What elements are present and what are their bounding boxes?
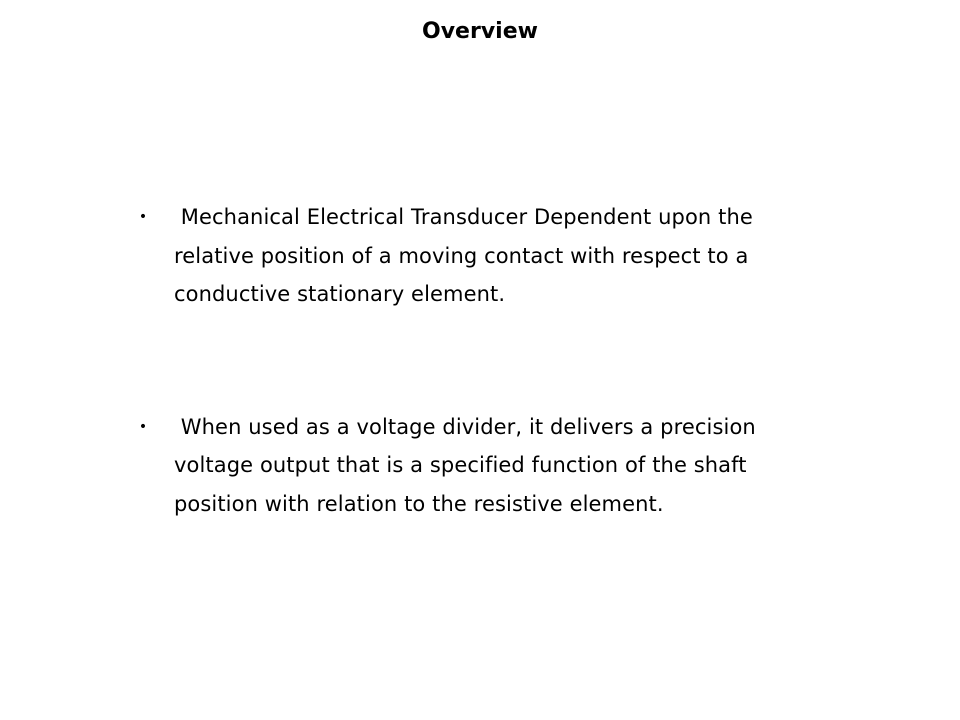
bullet-icon: • xyxy=(138,418,148,435)
bullet-text: When used as a voltage divider, it delivers a precision voltage output that is a specified function of the shaft position with relation to the resistive element. xyxy=(174,414,763,516)
bullet-item xyxy=(136,408,836,524)
bullet-text: Mechanical Electrical Transducer Dependent upon the relative position of a moving contact with respect to a conductive stationary element. xyxy=(174,205,760,306)
bullet-list xyxy=(136,198,836,523)
bullet-icon: • xyxy=(138,209,148,225)
bullet-item xyxy=(136,198,836,314)
slide-title: Overview xyxy=(422,19,538,44)
